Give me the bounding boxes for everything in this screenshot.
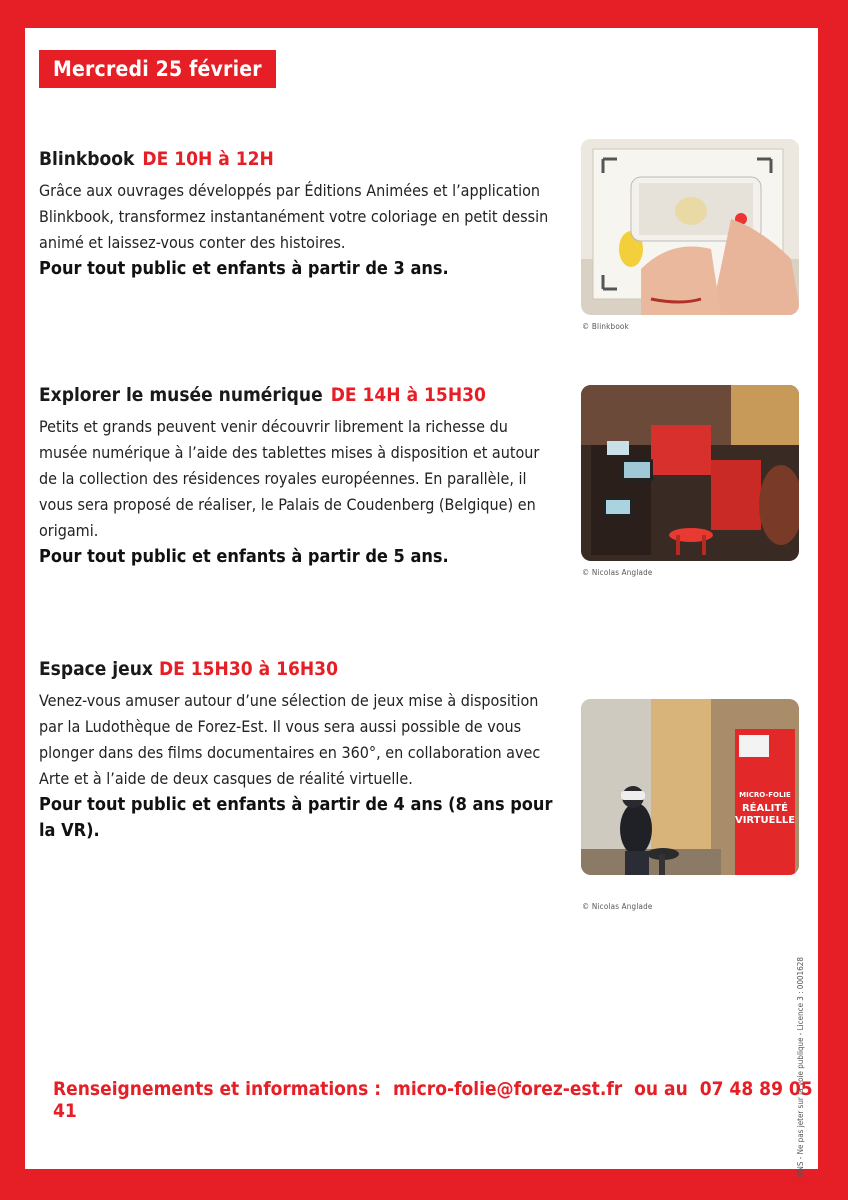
event-audience: Pour tout public et enfants à partir de 5 ans. <box>39 546 449 567</box>
event-audience: Pour tout public et enfants à partir de 3 ans. <box>39 258 449 279</box>
photo-credit: © Nicolas Anglade <box>582 568 653 577</box>
sign-line-2: VIRTUELLE <box>734 815 796 826</box>
event-time: DE 10H à 12H <box>142 148 274 170</box>
photo-credit: © Blinkbook <box>582 322 629 331</box>
footer-email[interactable]: micro-folie@forez-est.fr <box>393 1078 623 1100</box>
sign-line-1: RÉALITÉ <box>741 803 789 814</box>
date-badge: Mercredi 25 février <box>39 50 276 88</box>
footer-connector: ou au <box>634 1078 688 1100</box>
event-time: DE 14H à 15H30 <box>330 384 486 406</box>
photo-musee-numerique <box>581 385 799 561</box>
footer-label: Renseignements et informations : <box>53 1078 382 1100</box>
event-name: Blinkbook <box>39 148 135 170</box>
event-name: Espace jeux <box>39 658 153 680</box>
event-title <box>39 148 559 170</box>
photo-espace-jeux <box>581 699 799 875</box>
contact-footer <box>53 1078 818 1122</box>
sign-header: MICRO-FOLIE <box>739 791 791 799</box>
photo-credit: © Nicolas Anglade <box>582 902 653 911</box>
event-description: Petits et grands peuvent venir découvrir librement la richesse du musée numérique à l’aide des tablettes mises à disposition et autour de la collection des résidences royales européennes. En parallèle, il vous sera proposé de réaliser, le Palais de Coudenberg (Belgique) en origami. <box>39 417 540 540</box>
event-description: Grâce aux ouvrages développés par Éditions Animées et l’application Blinkbook, transformez instantanément votre coloriage en petit dessin animé et laissez-vous conter des histoires. <box>39 181 549 252</box>
legal-text: IPNS - Ne pas jeter sur la voie publique - Licence 3 : 0001628 <box>796 957 805 1178</box>
event-title <box>39 384 559 406</box>
event-time: DE 15H30 à 16H30 <box>158 658 338 680</box>
event-espace-jeux <box>39 658 559 844</box>
event-musee-numerique <box>39 384 559 570</box>
footer-phone[interactable]: 07 48 89 05 41 <box>53 1078 813 1122</box>
event-title <box>39 658 559 680</box>
event-name: Explorer le musée numérique <box>39 384 323 406</box>
legal-notice <box>796 948 817 1178</box>
event-audience: Pour tout public et enfants à partir de 4 ans (8 ans pour la VR). <box>39 794 553 841</box>
event-blinkbook <box>39 148 559 282</box>
flyer-page <box>25 28 818 1178</box>
event-description: Venez-vous amuser autour d’une sélection de jeux mise à disposition par la Ludothèque de Forez-Est. Il vous sera aussi possible de vous plonger dans des films documentaires en 360°, en collaboration avec Arte et à l’aide de deux casques de réalité virtuelle. <box>39 691 541 788</box>
photo-blinkbook <box>581 139 799 315</box>
